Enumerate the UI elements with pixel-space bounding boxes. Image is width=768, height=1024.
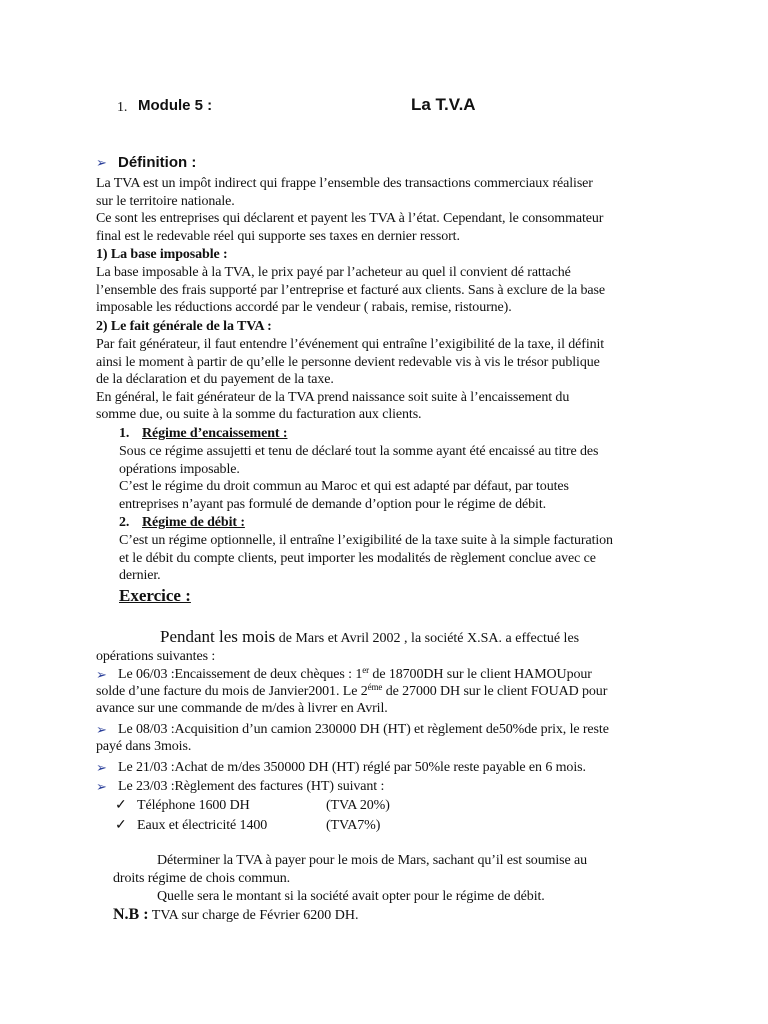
regime1-paragraph: [119, 443, 598, 513]
question-1: Déterminer la TVA à payer pour le mois de Mars, sachant qu’il est soumise au: [157, 853, 588, 868]
arrow-bullet-icon: ➢: [96, 722, 107, 737]
base-line: imposable les réductions accordé par le vendeur ( rabais, remise, ristourne).: [96, 300, 512, 315]
nb-note: [113, 906, 359, 924]
arrow-bullet-icon: ➢: [96, 760, 107, 775]
exercice-heading: Exercice :: [119, 586, 191, 605]
operation-line: avance sur une commande de m/des à livrer en Avril.: [96, 701, 388, 716]
module-label: Module 5 :: [138, 97, 213, 114]
definition-line: final est le redevable réel qui supporte ses taxes en dernier ressort.: [96, 228, 460, 244]
module-number: 1.: [117, 100, 128, 115]
operation-line: [96, 683, 607, 701]
exercice-intro-line2: opérations suivantes :: [96, 649, 216, 664]
definition-line: La TVA est un impôt indirect qui frappe l’ensemble des transactions commerciaux réaliser: [96, 176, 593, 191]
question-2: Quelle sera le montant si la société avait opter pour le régime de débit.: [157, 889, 545, 904]
fait-line: de la déclaration et du payement de la taxe.: [96, 372, 334, 387]
operation-text: solde d’une facture du mois de Janvier2001. Le 2: [96, 684, 368, 699]
nb-text: TVA sur charge de Février 6200 DH.: [148, 908, 359, 923]
regime2-line: C’est un régime optionnelle, il entraîne l’exigibilité de la taxe suite à la simple facturation: [119, 533, 613, 548]
regime2-number: 2.: [119, 515, 130, 530]
arrow-bullet-icon: ➢: [96, 667, 107, 682]
question-1-cont: droits régime de chois commun.: [113, 871, 291, 886]
fait-paragraph: [96, 336, 604, 424]
operation-text: de 27000 DH sur le client FOUAD pour: [382, 684, 608, 699]
regime2-line: dernier.: [119, 568, 161, 583]
fait-heading: 2) Le fait générale de la TVA :: [96, 319, 272, 334]
fait-line: ainsi le moment à partir de qu’elle le personne devient redevable vis à vis le trésor publique: [96, 354, 600, 370]
regime1-line: opérations imposable.: [119, 461, 240, 477]
regime2-paragraph: [119, 532, 613, 585]
base-paragraph: [96, 264, 605, 317]
exercice-intro-rest: de Mars et Avril 2002 , la société X.SA. a effectué les: [275, 631, 580, 646]
fait-line: somme due, ou suite à la somme du facturation aux clients.: [96, 407, 422, 422]
regime1-line: C’est le régime du droit commun au Maroc et qui est adapté par défaut, par toutes: [119, 479, 569, 494]
operation-line: Le 08/03 :Acquisition d’un camion 230000 DH (HT) et règlement de50%de prix, le reste: [118, 722, 609, 737]
regime1-heading: Régime d’encaissement :: [142, 426, 288, 441]
superscript: er: [362, 665, 370, 675]
nb-label: N.B :: [113, 906, 149, 923]
operation-text: de 18700DH sur le client HAMOUpour: [369, 667, 592, 682]
checkmark-icon: ✓: [115, 798, 127, 813]
superscript: éme: [367, 682, 383, 692]
definition-heading: Définition :: [118, 154, 197, 171]
arrow-bullet-icon: ➢: [96, 779, 107, 794]
charge-eaux-tva: (TVA7%): [326, 818, 381, 833]
base-line: La base imposable à la TVA, le prix payé par l’acheteur au quel il convient dé rattaché: [96, 265, 571, 280]
exercice-intro-lead: Pendant les mois: [160, 627, 276, 646]
base-line: l’ensemble des frais supporté par l’entreprise et facturé aux clients. Sans à exclure de la base: [96, 282, 605, 298]
regime2-line: et le débit du compte clients, peut importer les modalités de règlement conclue avec ce: [119, 550, 596, 566]
regime1-number: 1.: [119, 426, 130, 441]
arrow-bullet-icon: ➢: [96, 155, 107, 170]
regime1-line: Sous ce régime assujetti et tenu de déclaré tout la somme ayant été encaissé au titre des: [119, 444, 599, 459]
charge-eaux: Eaux et électricité 1400: [137, 818, 268, 833]
operation-line: Le 21/03 :Achat de m/des 350000 DH (HT) réglé par 50%le reste payable en 6 mois.: [118, 760, 586, 775]
operation-line: payé dans 3mois.: [96, 739, 192, 754]
definition-line: sur le territoire nationale.: [96, 193, 235, 209]
checkmark-icon: ✓: [115, 818, 127, 833]
regime1-line: entreprises n’ayant pas formulé de demande d’option pour le régime de débit.: [119, 496, 547, 512]
page-title: La T.V.A: [411, 95, 476, 114]
regime2-heading: Régime de débit :: [142, 515, 245, 530]
definition-line: Ce sont les entreprises qui déclarent et payent les TVA à l’état. Cependant, le consommateur: [96, 211, 604, 226]
exercice-intro: [160, 627, 579, 647]
fait-line: En général, le fait générateur de la TVA prend naissance soit suite à l’encaissement du: [96, 389, 570, 405]
fait-line: Par fait générateur, il faut entendre l’événement qui entraîne l’exigibilité de la taxe, il définit: [96, 337, 605, 352]
definition-paragraph: [96, 175, 603, 245]
operation-line: Le 23/03 :Règlement des factures (HT) suivant :: [118, 779, 385, 794]
operation-line: [118, 666, 592, 684]
charge-telephone: Téléphone 1600 DH: [137, 798, 250, 813]
charge-telephone-tva: (TVA 20%): [326, 798, 390, 813]
base-heading: 1) La base imposable :: [96, 247, 228, 262]
operation-text: Le 06/03 :Encaissement de deux chèques : 1: [118, 667, 363, 682]
